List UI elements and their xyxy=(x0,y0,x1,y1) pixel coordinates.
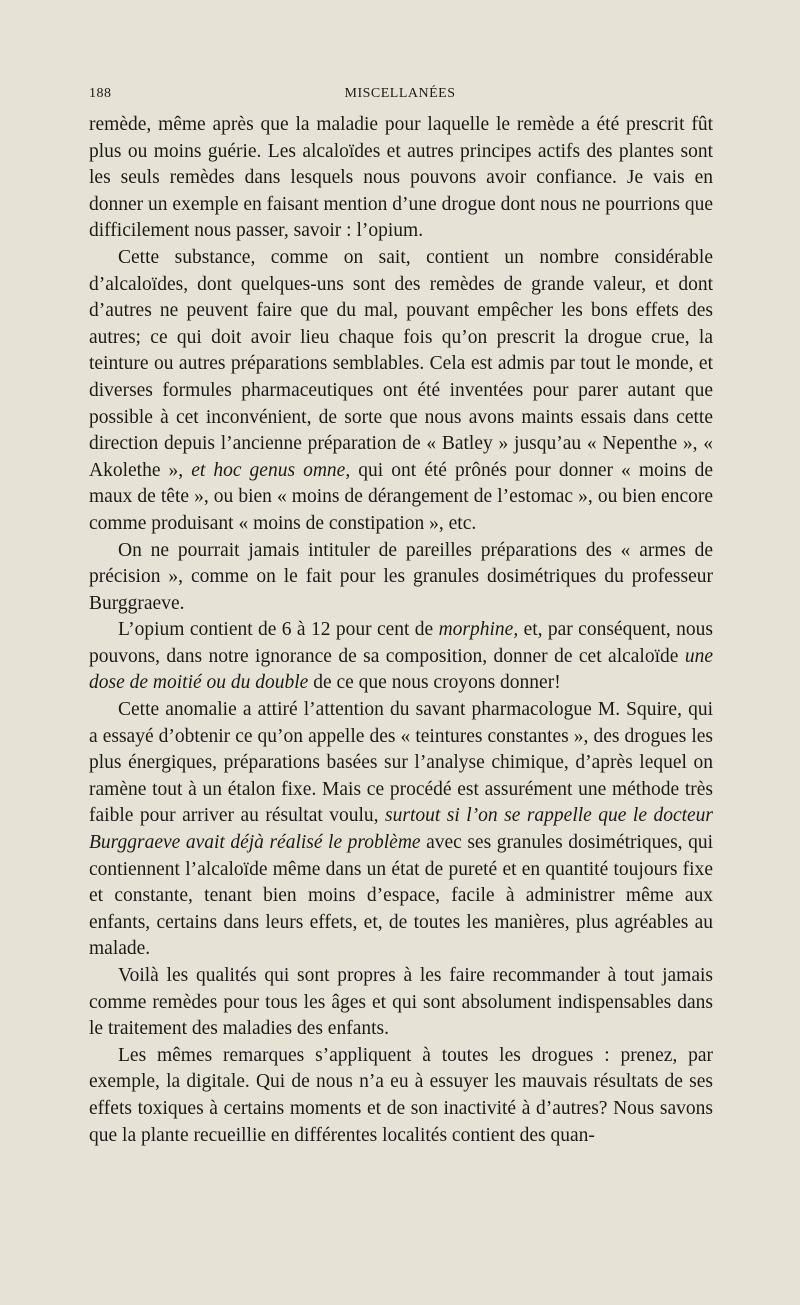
paragraph xyxy=(89,245,713,538)
paragraph xyxy=(89,697,713,963)
body-text xyxy=(89,112,713,1149)
paragraph xyxy=(89,617,713,697)
text-segment: Cette anomalie a attiré l’attention du savant pharmacologue M. Squire, qui a essayé d’obtenir ce qu’on appelle des « teintures constantes », des drogues les plus énergiques, préparations basées sur l’analyse chimique, d’après lequel on ramène tout à un étalon fixe. Mais ce procédé est assurément une méthode très faible pour arriver au résultat voulu, xyxy=(89,699,713,827)
running-head xyxy=(89,86,711,108)
text-segment: On ne pourrait jamais intituler de pareilles préparations des « armes de précision », comme on le fait pour les granules dosimétriques du professeur Burggraeve. xyxy=(89,539,713,614)
paragraph xyxy=(89,1043,713,1149)
page-number: 188 xyxy=(89,86,112,101)
text-segment: L’opium contient de 6 à 12 pour cent de xyxy=(118,619,439,641)
text-segment: de ce que nous croyons donner! xyxy=(308,672,561,694)
paragraph xyxy=(89,538,713,618)
running-title: MISCELLANÉES xyxy=(344,86,456,101)
text-segment: Voilà les qualités qui sont propres à les faire recommander à tout jamais comme remèdes pour tous les âges et qui sont absolument indispensables dans le traitement des maladies des enfants. xyxy=(89,965,713,1040)
paragraph xyxy=(89,112,713,245)
text-segment: remède, même après que la maladie pour laquelle le remède a été prescrit fût plus ou moins guérie. Les alcaloïdes et autres principes actifs des plantes sont les seuls remèdes dans lesquels nous pouvons avoir confiance. Je vais en donner un exemple en faisant mention d’une drogue dont nous ne pourrions que difficilement nous passer, savoir : l’opium. xyxy=(89,114,713,242)
text-segment: et, par conséquent, nous pouvons, dans notre ignorance de sa composition, donner de cet alcaloïde xyxy=(89,619,713,667)
italic-segment: une dose de moitié ou du double xyxy=(89,645,713,694)
paragraph xyxy=(89,963,713,1043)
text-segment: qui ont été prônés pour donner « moins de maux de tête », ou bien « moins de dérangement de l’estomac », ou bien encore comme produisant « moins de constipation », etc. xyxy=(89,459,713,534)
italic-segment: et hoc genus omne, xyxy=(191,459,351,481)
text-segment: avec ses granules dosimétriques, qui contiennent l’alcaloïde même dans un état de pureté et en quantité toujours fixe et constante, tenant bien moins d’espace, facile à administrer même aux enfants, certains dans leurs effets, et, de toutes les manières, plus agréables au malade. xyxy=(89,832,713,960)
italic-segment: morphine, xyxy=(438,619,519,641)
italic-segment: surtout si l’on se rappelle que le docteur Burggraeve avait déjà réalisé le problème xyxy=(89,805,714,854)
text-segment: Les mêmes remarques s’appliquent à toutes les drogues : prenez, par exemple, la digitale. Qui de nous n’a eu à essuyer les mauvais résultats de ses effets toxiques à certains moments et de son inactivité à d’autres? Nous savons que la plante recueillie en différentes localités contient des quan- xyxy=(89,1044,713,1146)
text-segment: Cette substance, comme on sait, contient un nombre considérable d’alcaloïdes, dont quelques-uns sont des remèdes de grande valeur, et dont d’autres ne peuvent faire que du mal, pouvant empêcher les bons effets des autres; ce qui doit avoir lieu chaque fois qu’on prescrit la drogue crue, la teinture ou autres préparations semblables. Cela est admis par tout le monde, et diverses formules pharmaceutiques ont été inventées pour parer autant que possible à cet inconvénient, de sorte que nous avons maints essais dans cette direction depuis l’ancienne préparation de « Batley » jusqu’au « Nepenthe », « Akolethe », xyxy=(89,246,713,481)
